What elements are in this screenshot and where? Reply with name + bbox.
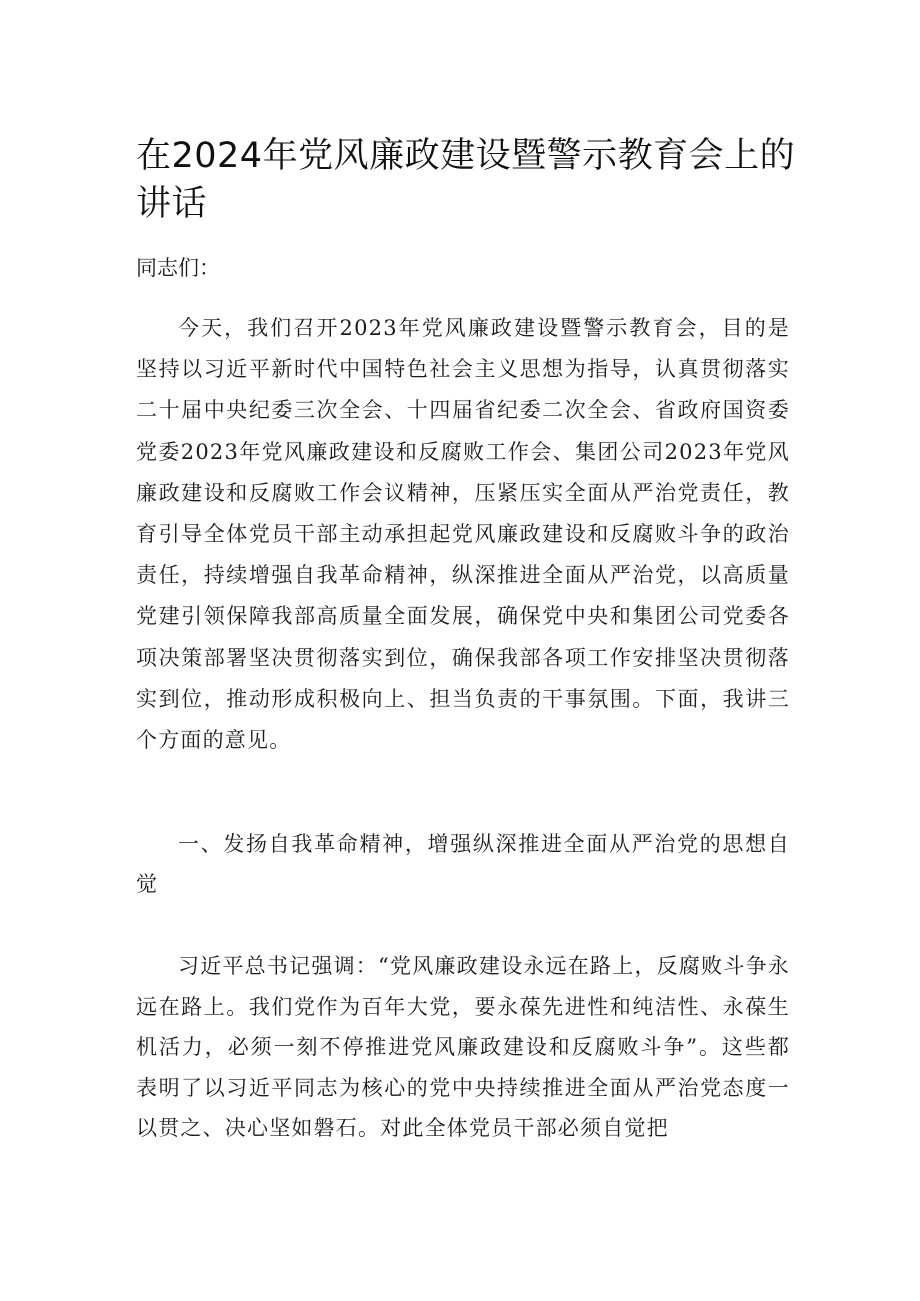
salutation: 同志们： [136, 256, 220, 280]
section-paragraph: 习近平总书记强调：“党风廉政建设永远在路上，反腐败斗争永远在路上。我们党作为百年大党，要永葆先进性和纯洁性、永葆生机活力，必须一刻不停推进党风廉政建设和反腐败斗争”。这些都表明了以习近平同志为核心的党中央持续推进全面从严治党态度一以贯之、决心坚如磐石。对此全体党员干部必须自觉把 [136, 954, 790, 1140]
body-paragraph: 今天，我们召开2023年党风廉政建设暨警示教育会，目的是坚持以习近平新时代中国特色社会主义思想为指导，认真贯彻落实二十届中央纪委三次全会、十四届省纪委二次全会、省政府国资委党委2023年党风廉政建设和反腐败工作会、集团公司2023年党风廉政建设和反腐败工作会议精神，压紧压实全面从严治党责任，教育引导全体党员干部主动承担起党风廉政建设和反腐败斗争的政治责任，持续增强自我革命精神，纵深推进全面从严治党，以高质量党建引领保障我部高质量全面发展，确保党中央和集团公司党委各项决策部署坚决贯彻落实到位，确保我部各项工作安排坚决贯彻落实到位，推动形成积极向上、担当负责的干事氛围。下面，我讲三个方面的意见。 [136, 316, 790, 753]
section-heading: 一、发扬自我革命精神，增强纵深推进全面从严治党的思想自觉 [136, 832, 790, 896]
document-title: 在2024年党风廉政建设暨警示教育会上的讲话 [136, 136, 796, 224]
